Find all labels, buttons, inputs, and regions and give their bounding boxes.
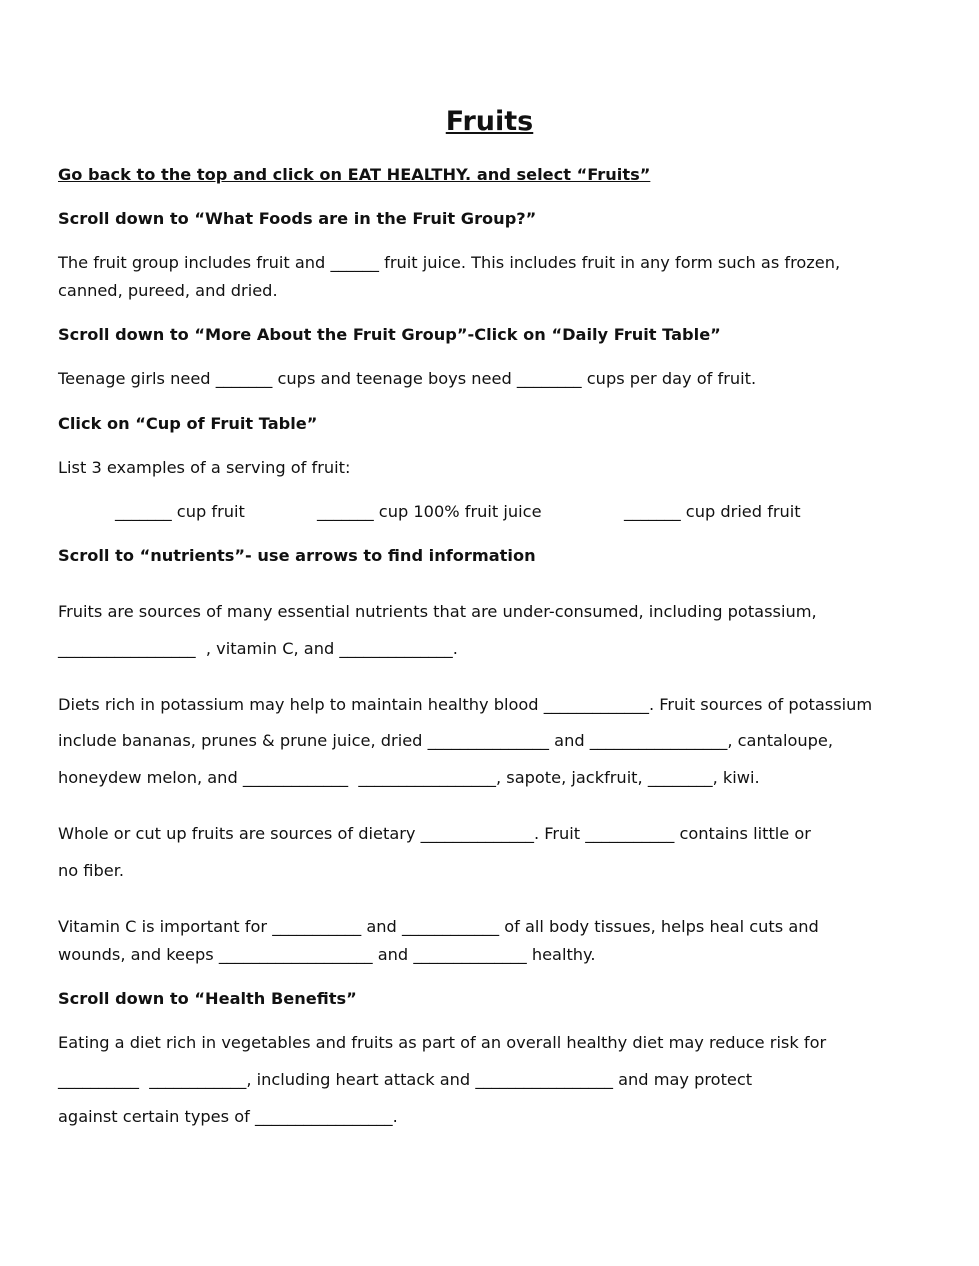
daily-table-line: Teenage girls need _______ cups and teenage boys need ________ cups per day of fruit.: [58, 369, 757, 388]
health-line-3: against certain types of _________________.: [58, 1107, 398, 1126]
health-line-1: Eating a diet rich in vegetables and fruits as part of an overall healthy diet may reduce risk for: [58, 1033, 827, 1052]
instruction-what-foods: Scroll down to “What Foods are in the Fruit Group?”: [58, 209, 537, 228]
fruit-group-line-2: canned, pureed, and dried.: [58, 281, 278, 300]
nutrients-p4-line-1: Vitamin C is important for ___________ and ____________ of all body tissues, helps heal cuts and: [58, 917, 819, 936]
serving-item-cup-fruit: _______ cup fruit: [115, 502, 245, 521]
instruction-go-back: Go back to the top and click on EAT HEALTHY. and select “Fruits”: [58, 165, 651, 184]
nutrients-p3-line-2: no fiber.: [58, 861, 125, 880]
nutrients-p4-line-2: wounds, and keeps ___________________ and ______________ healthy.: [58, 945, 596, 964]
nutrients-p2-line-1: Diets rich in potassium may help to maintain healthy blood _____________. Fruit sources of potassium: [58, 695, 873, 714]
page-title: Fruits: [445, 106, 534, 137]
serving-item-dried-fruit: _______ cup dried fruit: [624, 502, 801, 521]
instruction-nutrients: Scroll to “nutrients”- use arrows to find information: [58, 546, 536, 565]
instruction-more-about: Scroll down to “More About the Fruit Group”-Click on “Daily Fruit Table”: [58, 325, 721, 344]
nutrients-p1-line-2: _________________ , vitamin C, and ______________.: [58, 639, 458, 658]
serving-list-prompt: List 3 examples of a serving of fruit:: [58, 458, 351, 477]
nutrients-p1-line-1: Fruits are sources of many essential nutrients that are under-consumed, including potassium,: [58, 602, 817, 621]
fruit-group-line-1: The fruit group includes fruit and ______ fruit juice. This includes fruit in any form such as frozen,: [58, 253, 841, 272]
instruction-health-benefits: Scroll down to “Health Benefits”: [58, 989, 357, 1008]
nutrients-p3-line-1: Whole or cut up fruits are sources of dietary ______________. Fruit ___________ contains little or: [58, 824, 811, 843]
nutrients-p2-line-3: honeydew melon, and _____________ _________________, sapote, jackfruit, ________, kiwi.: [58, 768, 760, 787]
nutrients-p2-line-2: include bananas, prunes & prune juice, dried _______________ and _________________, cantaloupe,: [58, 731, 834, 750]
serving-item-fruit-juice: _______ cup 100% fruit juice: [317, 502, 542, 521]
health-line-2: __________ ____________, including heart attack and _________________ and may protect: [58, 1070, 753, 1089]
instruction-cup-table: Click on “Cup of Fruit Table”: [58, 414, 318, 433]
